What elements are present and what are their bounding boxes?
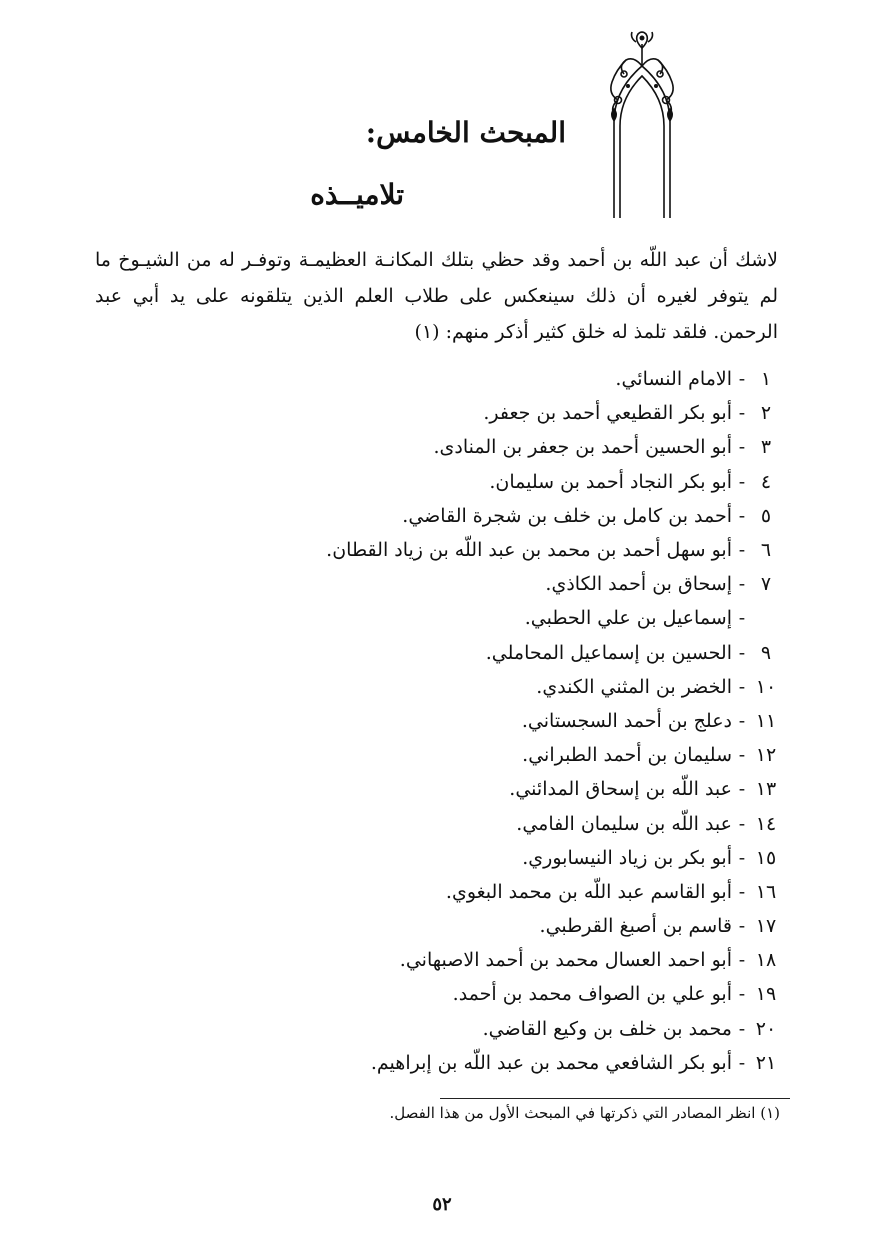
list-item-number: ٤ (760, 470, 772, 493)
list-item-number: ٦ (760, 539, 772, 562)
list-item-dash: - (738, 436, 746, 459)
list-item (326, 806, 780, 840)
list-item (326, 533, 780, 567)
list-item-dash: - (738, 641, 746, 664)
list-item-number: ١٠ (755, 675, 777, 698)
list-item-number: ١٨ (755, 949, 777, 972)
list-item-dash: - (738, 1017, 746, 1040)
intro-paragraph: لاشك أن عبد اللّه بن أحمد وقد حظي بتلك المكانـة العظيمـة وتوفـر له من الشيـوخ ما لم يتوفر لغيره أن ذلك سينعكس على طلاب العلم الذين يتلقونه على يد أبي عبد الرحمن. فلقد تلمذ له خلق كثير أذكر منهم: (١) (95, 249, 778, 343)
list-item-dash: - (738, 504, 746, 527)
list-item-name: إسحاق بن أحمد الكاذي. (545, 573, 732, 596)
list-item-dash: - (738, 846, 746, 869)
list-item-number: ١٣ (755, 778, 777, 801)
list-item (326, 430, 780, 464)
list-item (326, 1012, 780, 1046)
list-item-dash: - (738, 709, 746, 732)
list-item-number: ١٦ (755, 880, 777, 903)
list-item (326, 875, 780, 909)
list-item-name: عبد اللّه بن سليمان الفامي. (516, 812, 732, 835)
list-item-name: أبو القاسم عبد اللّه بن محمد البغوي. (445, 880, 732, 903)
list-item-number: ٧ (760, 573, 772, 596)
list-item-name: أبو بكر بن زياد النيسابوري. (522, 846, 732, 869)
list-item-dash: - (738, 915, 746, 938)
list-item-number: ٥ (760, 504, 772, 527)
list-item-name: محمد بن خلف بن وكيع القاضي. (482, 1017, 732, 1040)
list-item-number: ١ (760, 368, 772, 391)
list-item-name: عبد اللّه بن إسحاق المدائني. (509, 778, 732, 801)
list-item (326, 841, 780, 875)
footnote: (١) انظر المصادر التي ذكرتها في المبحث الأول من هذا الفصل. (389, 1104, 780, 1122)
list-item-name: الحسين بن إسماعيل المحاملي. (485, 641, 732, 664)
list-item-dash: - (738, 607, 746, 630)
list-item (326, 567, 780, 601)
list-item (326, 738, 780, 772)
list-item-dash: - (738, 778, 746, 801)
list-item-number: ١٩ (755, 983, 777, 1006)
list-item-number: ١٢ (755, 744, 777, 767)
page-number: ٥٢ (432, 1194, 452, 1215)
list-item-number: ٩ (760, 641, 772, 664)
list-item-name: أبو بكر الشافعي محمد بن عبد اللّه بن إبراهيم. (370, 1051, 732, 1074)
list-item-name: أبو بكر النجاد أحمد بن سليمان. (489, 470, 732, 493)
list-item-dash: - (738, 983, 746, 1006)
list-item (326, 396, 780, 430)
list-item-name: إسماعيل بن علي الحطبي. (524, 607, 732, 630)
list-item-dash: - (738, 470, 746, 493)
list-item-dash: - (738, 812, 746, 835)
list-item-name: قاسم بن أصبغ القرطبي. (539, 915, 732, 938)
list-item (326, 499, 780, 533)
section-subtitle: تلاميــذه (310, 178, 404, 211)
list-item-dash: - (738, 1051, 746, 1074)
list-item (326, 909, 780, 943)
students-list (326, 362, 780, 1080)
list-item-name: أبو الحسين أحمد بن جعفر بن المنادى. (433, 436, 732, 459)
list-item-name: الامام النسائي. (615, 368, 732, 391)
list-item-dash: - (738, 573, 746, 596)
list-item-name: دعلج بن أحمد السجستاني. (521, 709, 732, 732)
list-item-number: ١٤ (755, 812, 777, 835)
section-title: المبحث الخامس: (365, 116, 566, 149)
list-item-name: أحمد بن كامل بن خلف بن شجرة القاضي. (402, 504, 732, 527)
list-item-dash: - (738, 949, 746, 972)
list-item-number: ١٥ (755, 846, 777, 869)
arch-ornament-icon (604, 30, 680, 218)
list-item-name: سليمان بن أحمد الطبراني. (522, 744, 732, 767)
list-item (326, 1046, 780, 1080)
list-item-number: ١٧ (755, 915, 777, 938)
list-item (326, 362, 780, 396)
list-item-number: ١١ (755, 709, 777, 732)
list-item (326, 772, 780, 806)
list-item-name: أبو احمد العسال محمد بن أحمد الاصبهاني. (399, 949, 732, 972)
list-item-number: ٣ (760, 436, 772, 459)
list-item-dash: - (738, 368, 746, 391)
list-item-dash: - (738, 744, 746, 767)
list-item (326, 465, 780, 499)
footnote-divider (440, 1098, 790, 1099)
list-item (326, 670, 780, 704)
list-item (326, 943, 780, 977)
list-item (326, 704, 780, 738)
list-item-name: الخضر بن المثني الكندي. (536, 675, 732, 698)
list-item-number: ٢٠ (755, 1017, 777, 1040)
list-item-number: ٢ (760, 402, 772, 425)
list-item-dash: - (738, 880, 746, 903)
list-item (326, 977, 780, 1011)
list-item (326, 636, 780, 670)
list-item-dash: - (738, 539, 746, 562)
list-item-name: أبو سهل أحمد بن محمد بن عبد اللّه بن زياد القطان. (326, 539, 732, 562)
list-item-dash: - (738, 675, 746, 698)
list-item-number: ٢١ (755, 1051, 777, 1074)
list-item-dash: - (738, 402, 746, 425)
list-item (326, 601, 780, 635)
list-item-name: أبو علي بن الصواف محمد بن أحمد. (452, 983, 732, 1006)
list-item-name: أبو بكر القطيعي أحمد بن جعفر. (483, 402, 732, 425)
